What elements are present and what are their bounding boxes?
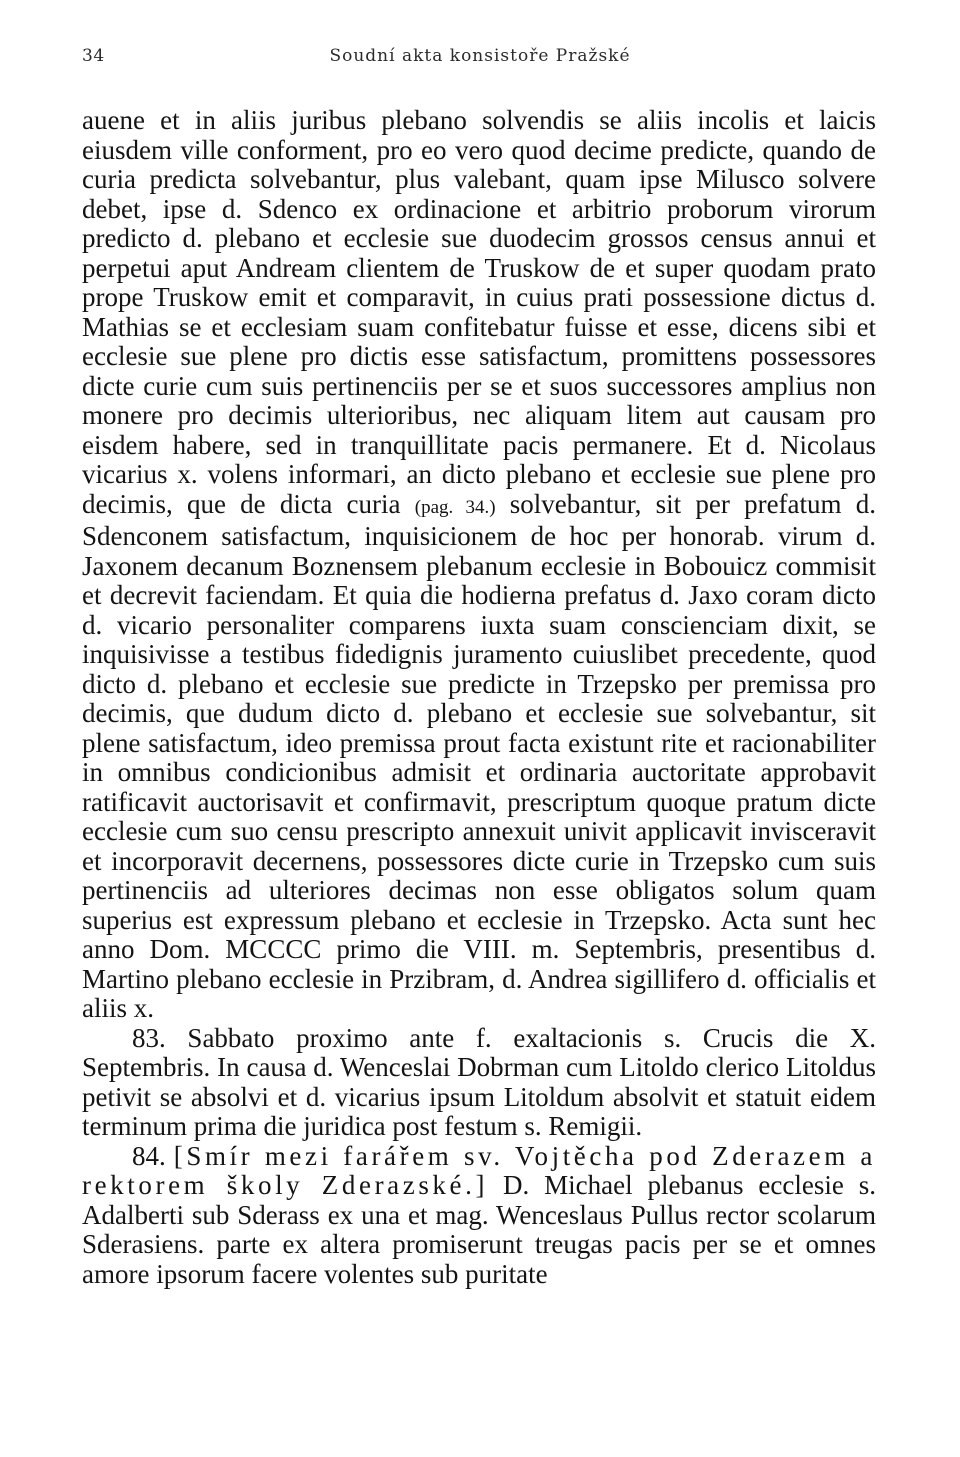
entry-83 [82,1024,876,1142]
entry-84-text: D. Michael plebanus ecclesie s. Adalberti sub Sderass ex una et mag. Wenceslaus Pullus rector scolarum Sderasiens. parte ex altera promiserunt treugas pacis per se et omnes amore ipsorum facere volentes sub puritate [82,1170,877,1289]
main-paragraph-text-a: auene et in aliis juribus plebano solvendis se aliis incolis et laicis eiusdem ville conforment, pro eo vero quod decime predicte, quando de curia predicta solvebantur, plus valebant, quam ipse Milusco solvere debet, ipse d. Sdenco ex ordinacione et arbitrio proborum virorum predicto d. plebano et ecclesie sue duodecim grossos census annui et perpetui aput Andream clientem de Truskow de et super quodam prato prope Truskow emit et comparavit, in cuius prati possessione dictus d. Mathias se et ecclesiam suam confitebatur fuisse et esse, dicens sibi et ecclesie sue plene pro dictis esse satisfactum, promittens possessores dicte curie cum suis pertinenciis per se et suos successores amplius non monere pro decimis ulterioribus, nec aliquam litem aut causam pro eisdem habere, sed in tranquillitate pacis permanere. Et d. Nicolaus vicarius x. volens informari, an dicto plebano et ecclesie sue plene pro decimis, que de dicta curia [82,105,876,519]
entry-84-number: 84. [132,1140,166,1171]
body-text [82,106,876,1289]
main-paragraph-text-b: solvebantur, sit per prefatum d. Sdenconem satisfactum, inquisicionem de hoc per honorab. virum d. Jaxonem decanum Boznensem plebanum ecclesie in Bobouicz commisit et decrevit faciendam. Et quia die hodierna prefatus d. Jaxo coram dicto d. vicario personaliter comparens iuxta suam conscienciam dixit, se inquisivisse a testibus fidedignis juramento cuiuslibet precedente, quod dicto d. plebano et ecclesie sue predicte in Trzepsko per premissa pro decimis, que dudum dicto d. plebano et ecclesie sue solvebantur, sit plene satisfactum, ideo premissa prout facta existunt rite et racionabiliter in omnibus condicionibus admisit et ordinaria auctoritate approbavit ratificavit auctorisavit et confirmavit, prescriptum quoque pratum dicte ecclesie cum suo censu prescripto annexuit univit applicavit invisceravit et incorporavit decernens, possessores dicte curie in Trzepsko cum suis pertinenciis ad ulteriores decimas non esse obligatos solum quam superius est expressum plebano et ecclesie in Trzepsko. Acta sunt hec anno Dom. MCCCC primo die VIII. m. Septembris, presentibus d. Martino plebano ecclesie in Przibram, d. Andrea sigillifero d. officialis et aliis x. [82,488,877,1023]
entry-84-heading: [Smír mezi farářem sv. Vojtěcha pod Zderazem a rektorem školy Zderazské.] [82,1140,876,1200]
entry-83-text: 83. Sabbato proximo ante f. exaltacionis s. Crucis die X. Septembris. In causa d. Wenceslai Dobrman cum Litoldo clerico Litoldus petivit se absolvi et d. vicarius ipsum Litoldum absolvit et statuit eidem terminum prima die juridica post festum s. Remigii. [82,1022,876,1141]
page-reference: (pag. 34.) [414,496,496,518]
page-number: 34 [82,46,105,66]
page-header [82,46,878,76]
entry-84 [82,1142,876,1290]
running-title: Soudní akta konsistoře Pražské [329,46,631,66]
main-paragraph [82,106,876,1024]
